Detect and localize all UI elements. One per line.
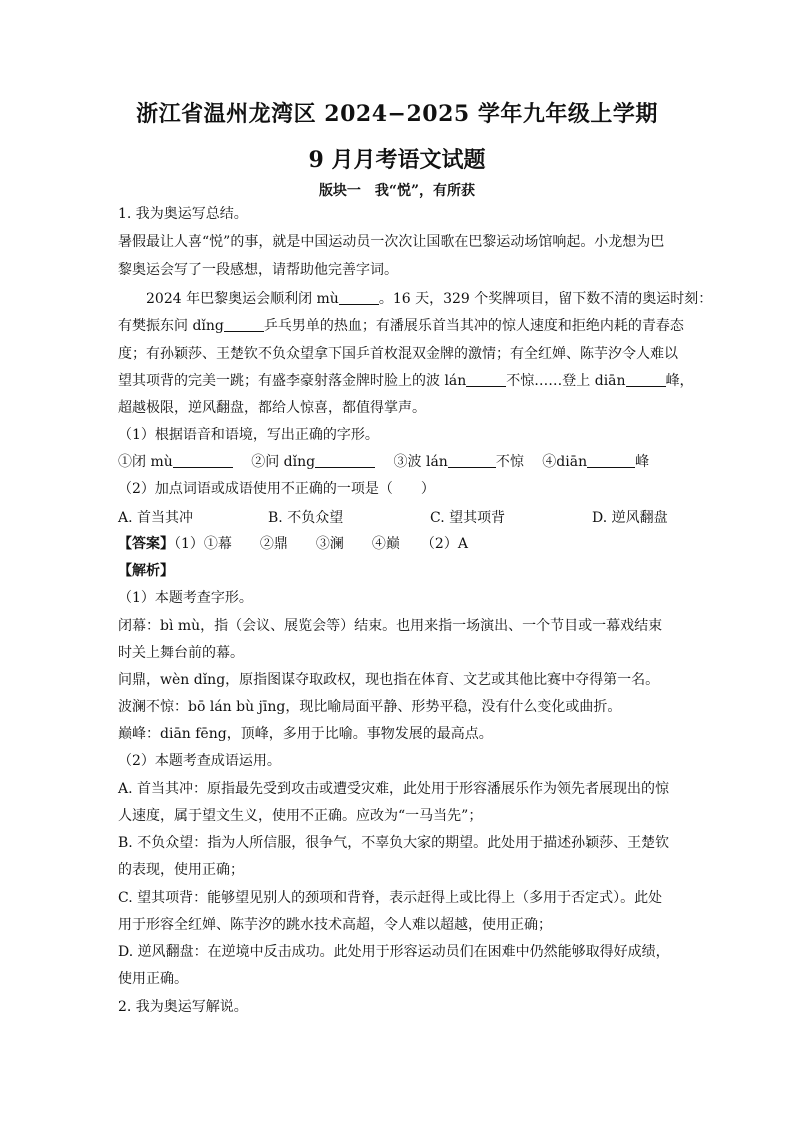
passage-line [118,316,684,336]
blank-line [339,290,379,305]
question-2-heading: 2. 我为奥运写解说。 [118,999,248,1015]
sub-question-1: （1）根据语音和语境，写出正确的字形。 [118,427,379,443]
analysis-line: 巅峰：diān fēng，顶峰，多用于比喻。事物发展的最高点。 [118,726,493,742]
passage-text: 不惊……登上 diān [506,373,626,389]
passage-text: 望其项背的完美一跳；有盛李豪射落金牌时脸上的波 lán [118,373,467,389]
analysis-label: 【解析】 [118,563,174,579]
option-a: A. 首当其冲 [118,510,194,526]
fill-label: 不惊 [495,454,524,470]
blank-line [315,453,375,468]
option-c: C. 望其项背 [430,510,506,526]
analysis-line: 闭幕：bì mù，指（会议、展览会等）结束。也用来指一场演出、一个节目或一幕戏结束 [118,618,663,634]
fill-in-row [118,452,649,472]
fill-label: 峰 [635,454,650,470]
question-1-intro: 黎奥运会写了一段感想，请帮助他完善字词。 [118,262,398,278]
blank-line [626,372,666,387]
fill-label: ④diān [542,454,588,470]
analysis-line: 波澜不惊：bō lán bù jīng，现比喻局面平静、形势平稳，没有什么变化或曲折。 [118,699,622,715]
analysis-line: 用于形容全红婵、陈芋汐的跳水技术高超，令人难以超越，使用正确； [118,917,552,933]
question-1-intro: 暑假最让人喜“悦”的事，就是中国运动员一次次让国歌在巴黎运动场馆响起。小龙想为巴 [118,234,665,250]
blank-line [448,453,496,468]
option-d: D. 逆风翻盘 [592,510,668,526]
passage-text: 有樊振东问 dǐng [118,318,224,334]
analysis-line: A. 首当其冲：原指最先受到攻击或遭受灾难，此处用于形容潘展乐作为领先者展现出的惊 [118,781,670,797]
question-1-heading: 1. 我为奥运写总结。 [118,206,248,222]
passage-text: 2024 年巴黎奥运会顺利闭 mù [146,291,339,307]
answer-line [118,534,468,554]
analysis-line: 问鼎，wèn dǐng，原指图谋夺取政权，现也指在体育、文艺或其他比赛中夺得第一名。 [118,672,660,688]
fill-label: ①闭 mù [118,454,173,470]
passage-line: 度；有孙颖莎、王楚钦不负众望拿下国乒首枚混双金牌的激情；有全红婵、陈芋汐令人难以 [118,346,678,362]
passage-line [118,371,694,391]
blank-line [466,372,506,387]
analysis-line: 的表现，使用正确； [118,862,244,878]
passage-line [146,289,712,309]
passage-text: 。16 天，329 个奖牌项目，留下数不清的奥运时刻： [378,291,713,307]
analysis-line: D. 逆风翻盘：在逆境中反击成功。此处用于形容运动员们在困难中仍然能够取得好成绩， [118,944,670,960]
answer-text: （1）①幕 ②鼎 ③澜 ④巅 （2）A [174,536,468,552]
blank-line [587,453,635,468]
passage-text: 乒乓男单的热血；有潘展乐首当其冲的惊人速度和拒绝内耗的青春态 [263,318,684,334]
analysis-line: C. 望其项背：能够望见别人的颈项和背脊，表示赶得上或比得上（多用于否定式）。此处 [118,890,663,906]
analysis-line: 时关上舞台前的幕。 [118,645,244,661]
fill-label: ②问 dǐng [251,454,316,470]
fill-label: ③波 lán [393,454,448,470]
document-title: 浙江省温州龙湾区 2024−2025 学年九年级上学期 [136,101,658,127]
blank-line [224,317,264,332]
analysis-line: B. 不负众望：指为人所信服，很争气，不辜负大家的期望。此处用于描述孙颖莎、王楚钦 [118,835,670,851]
document-subtitle: 9 月月考语文试题 [308,147,486,173]
passage-text: 峰， [665,373,694,389]
answer-label: 【答案】 [118,536,174,552]
analysis-line: （2）本题考查成语运用。 [118,753,281,769]
sub-question-2: （2）加点词语或成语使用不正确的一项是（ ） [118,481,435,497]
blank-line [173,453,233,468]
analysis-line: （1）本题考查字形。 [118,590,253,606]
passage-line: 超越极限，逆风翻盘，都给人惊喜，都值得掌声。 [118,400,426,416]
option-b: B. 不负众望 [268,510,344,526]
section-heading: 版块一 我“悦”，有所获 [318,183,476,199]
analysis-line: 人速度，属于望文生义，使用不正确。应改为“一马当先”； [118,808,483,824]
analysis-line: 使用正确。 [118,971,188,987]
